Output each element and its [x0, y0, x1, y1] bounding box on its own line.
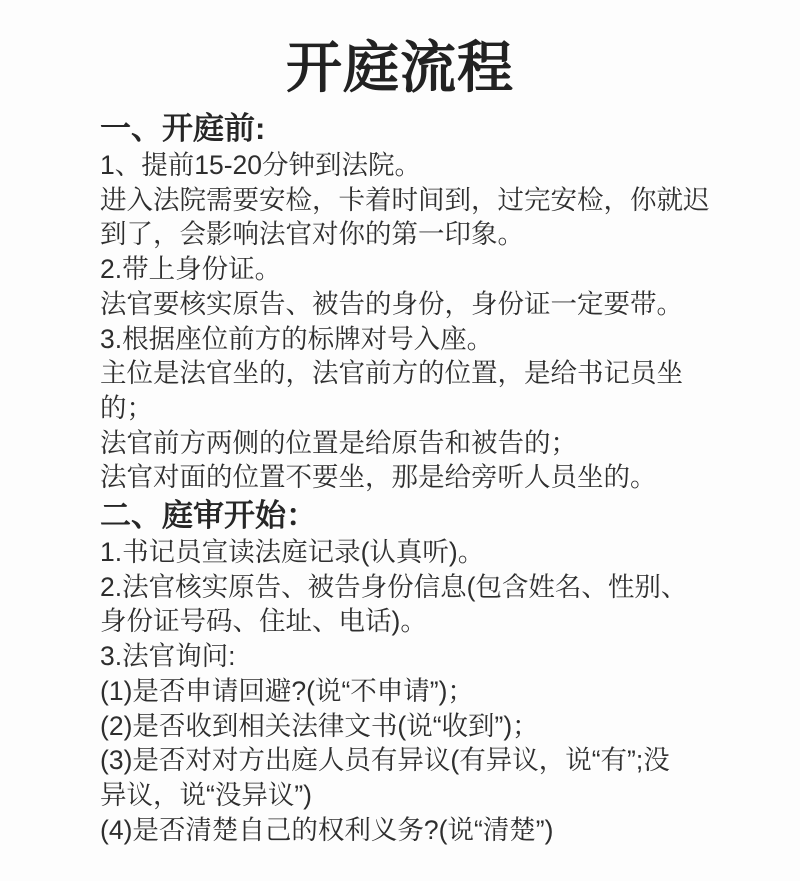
- page-title: 开庭流程: [286, 36, 514, 99]
- text-line: 1.书记员宣读法庭记录(认真听)。: [100, 537, 485, 568]
- text-line: (4)是否清楚自己的权利义务?(说“清楚”): [100, 814, 554, 845]
- document-body: [0, 110, 800, 847]
- text-line: 的；: [100, 392, 153, 423]
- text-line: 3.法官询问:: [100, 641, 236, 672]
- text-line: 主位是法官坐的，法官前方的位置，是给书记员坐: [100, 358, 683, 389]
- text-line: 2.带上身份证。: [100, 254, 282, 285]
- text-line: 身份证号码、住址、电话)。: [100, 606, 427, 637]
- text-line: 法官对面的位置不要坐，那是给旁听人员坐的。: [100, 462, 657, 493]
- text-line: 法官前方两侧的位置是给原告和被告的；: [100, 427, 577, 458]
- text-line: 法官要核实原告、被告的身份，身份证一定要带。: [100, 288, 683, 319]
- section-heading-before-hearing: 一、开庭前:: [100, 111, 266, 146]
- text-line: 进入法院需要安检，卡着时间到，过完安检，你就迟: [100, 184, 710, 215]
- text-line: (3)是否对对方出庭人员有异议(有异议，说“有”;没: [100, 745, 670, 776]
- text-line: 2.法官核实原告、被告身份信息(包含姓名、性别、: [100, 571, 688, 602]
- text-line: 异议，说“没异议”): [100, 779, 312, 810]
- text-line: (2)是否收到相关法律文书(说“收到”)；: [100, 710, 539, 741]
- text-line: 到了，会影响法官对你的第一印象。: [100, 219, 524, 250]
- text-line: (1)是否申请回避?(说“不申请”)；: [100, 675, 474, 706]
- section-heading-hearing-start: 二、庭审开始：: [100, 498, 317, 534]
- text-line: 1、提前15-20分钟到法院。: [100, 150, 422, 180]
- text-line: 3.根据座位前方的标牌对号入座。: [100, 323, 494, 354]
